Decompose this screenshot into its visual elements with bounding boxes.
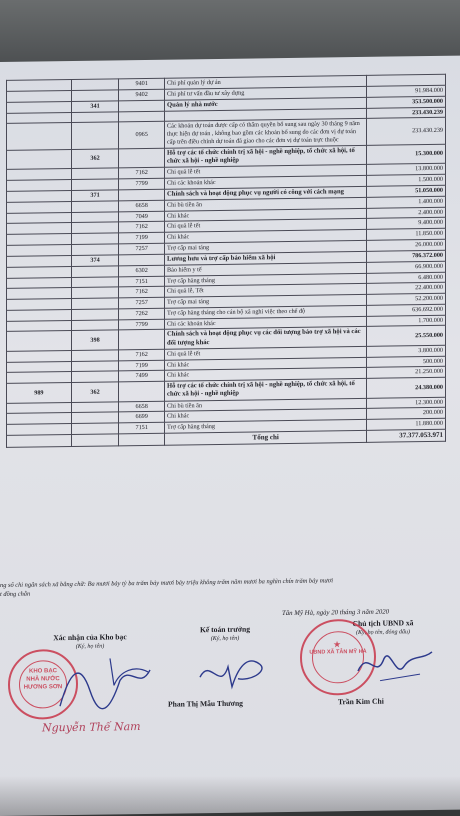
- cell-c4: Chi khác: [165, 208, 367, 222]
- cell-c4: Chi khác: [165, 230, 367, 244]
- cell-c2: 374: [71, 255, 119, 267]
- amount-in-words-line-1: ng số chi ngân sách xã bằng chữ: Ba mươi bảy tỷ ba trăm bảy mươi bảy triệu không trăm năm mươi ba nghìn chín trăm bảy mươi: [0, 577, 333, 589]
- cell-c2: [71, 90, 119, 101]
- cell-c4: Chi quà lễ tết: [165, 165, 367, 179]
- cell-c2: [71, 412, 119, 423]
- cell-c5: 26.000.000: [367, 239, 446, 251]
- cell-c5: 636.692.000: [367, 304, 446, 316]
- cell-c4: Chi các khoản khác: [165, 175, 367, 189]
- cell-c3: 7151: [119, 422, 165, 433]
- cell-c1: [7, 123, 72, 150]
- cell-c5: 22.400.000: [367, 283, 446, 295]
- cell-c2: [71, 122, 119, 149]
- cell-c3: 6302: [119, 265, 165, 276]
- cell-c5: 24.380.000: [367, 377, 446, 398]
- cell-c4: Trợ cấp mai táng: [165, 295, 367, 309]
- cell-c2: [71, 350, 119, 361]
- cell-c3: [119, 100, 165, 112]
- cell-c3: 7151: [119, 276, 165, 287]
- cell-c4: Bảo hiểm y tế: [165, 262, 367, 276]
- cell-c5: 1.400.000: [367, 196, 446, 208]
- treasury-name-handwritten: Nguyễn Thế Nam: [42, 720, 141, 735]
- cell-c4: Trợ cấp mai táng: [165, 240, 367, 254]
- cell-c3: [119, 111, 165, 122]
- cell-c5: 9.400.000: [367, 218, 446, 230]
- cell-c4: Trợ cấp hàng tháng: [165, 273, 367, 287]
- cell-c4: Chi khác: [165, 409, 367, 423]
- cell-c2: [71, 79, 119, 90]
- cell-c2: [71, 309, 119, 320]
- cell-c3: [119, 254, 165, 266]
- cell-c5: 6.480.000: [367, 272, 446, 284]
- cell-c3: 9402: [119, 89, 165, 100]
- cell-c3: 7049: [119, 211, 165, 222]
- accountant-name: Phan Thị Mẫu Thương: [168, 698, 243, 709]
- cell-c5: 500.000: [367, 356, 446, 368]
- cell-c4: Trợ cấp hàng tháng cho cán bộ xã nghỉ việc theo chế độ: [165, 305, 367, 319]
- cell-c3: 7799: [119, 178, 165, 189]
- accountant-title: Kế toán trưởng: [199, 624, 251, 635]
- cell-c3: [119, 381, 165, 401]
- cell-c4: Chi khác: [165, 357, 367, 371]
- cell-c3: 7499: [119, 371, 165, 382]
- cell-c4: Chi khác: [165, 368, 367, 382]
- cell-c2: [71, 168, 119, 179]
- cell-c3: 7162: [119, 349, 165, 360]
- cell-c3: 7199: [119, 360, 165, 371]
- cell-c2: 362: [71, 382, 119, 402]
- chairman-signature-scribble: [350, 640, 440, 691]
- cell-c5: 3.800.000: [367, 345, 446, 357]
- accountant-signature-block: [165, 624, 285, 643]
- cell-c5: 51.050.000: [367, 185, 446, 197]
- cell-c2: [71, 320, 119, 331]
- cell-c5: 233.430.239: [367, 118, 446, 145]
- cell-c2: 371: [71, 190, 119, 202]
- total-label: Tổng chi: [165, 430, 367, 445]
- cell-c2: [71, 233, 119, 244]
- cell-c4: Hỗ trợ các tổ chức chính trị xã hội - nghề nghiệp, tổ chức xã hội, tổ chức xã hội - nghề nghiệp: [165, 145, 367, 167]
- cell-c5: 66.900.000: [367, 261, 446, 273]
- cell-c1: [7, 149, 72, 169]
- cell-c2: 362: [71, 149, 119, 169]
- amount-in-words: [0, 576, 450, 600]
- cell-c3: [119, 148, 165, 168]
- cell-c2: [71, 201, 119, 212]
- cell-c4: Chi phí tư vấn đầu tư xây dựng: [165, 86, 367, 100]
- cell-c5: 11.850.000: [367, 228, 446, 240]
- treasury-subtitle: (Ký, họ tên): [75, 643, 105, 650]
- total-value: 37.377.053.971: [367, 429, 446, 442]
- cell-c3: 6658: [119, 200, 165, 211]
- cell-c5: 200.000: [367, 408, 446, 420]
- cell-c2: [71, 401, 119, 412]
- cell-c3: 7162: [119, 287, 165, 298]
- cell-c5: 1.700.000: [367, 315, 446, 327]
- cell-c3: 6658: [119, 401, 165, 412]
- cell-c5: 11.880.000: [367, 418, 446, 430]
- cell-c4: Hỗ trợ các tổ chức chính trị xã hội - nghề nghiệp, tổ chức xã hội, tổ chức xã hội - nghề nghiệp: [165, 379, 367, 401]
- cell-c5: 233.430.239: [367, 107, 446, 119]
- cell-c2: 398: [71, 330, 119, 350]
- cell-c5: 12.300.000: [367, 397, 446, 409]
- treasury-signature-scribble: [50, 650, 160, 722]
- cell-c3: 9401: [119, 78, 165, 89]
- cell-c2: [71, 179, 119, 190]
- cell-c5: 91.984.000: [367, 85, 446, 97]
- treasury-title: Xác nhận của Kho bạc: [53, 632, 127, 643]
- cell-c1: [7, 190, 72, 202]
- cell-c4: Chi phí quản lý dự án: [165, 75, 367, 89]
- cell-c5: 1.500.000: [367, 174, 446, 186]
- cell-c5: 25.550.000: [367, 326, 446, 347]
- cell-c2: [71, 266, 119, 277]
- cell-c4: Lương hưu và trợ cấp bảo hiểm xã hội: [165, 251, 367, 265]
- cell-c4: Trợ cấp hàng tháng: [165, 419, 367, 433]
- cell-c2: 341: [71, 100, 119, 112]
- cell-c4: Chi các khoản khác: [165, 316, 367, 330]
- cell-c2: [71, 298, 119, 309]
- cell-c3: 0965: [119, 122, 165, 149]
- cell-c4: Chi quà lễ tết: [165, 219, 367, 233]
- cell-c5: 52.200.000: [367, 293, 446, 305]
- cell-c4: Quản lý nhà nước: [165, 97, 367, 111]
- date-line: Tân Mỹ Hà, ngày 20 tháng 3 năm 2020: [282, 608, 390, 618]
- cell-c4: Các khoản dự toán được cấp có thẩm quyền bổ sung sau ngày 30 tháng 9 năm thực hiện dự toán , không bao gồm các khoản bổ sung do các đơn vị dự toán cấp trên điều chỉnh dự toán đã giao cho các đơn vị dự toán trực thuộc: [165, 119, 367, 148]
- cell-c2: [71, 244, 119, 255]
- chairman-name: Trần Kim Chi: [338, 696, 384, 707]
- document-page: [0, 56, 460, 816]
- cell-c1: 989: [7, 383, 72, 403]
- cell-c3: 7799: [119, 319, 165, 330]
- cell-c1: [7, 255, 72, 267]
- cell-c5: 15.300.000: [367, 144, 446, 165]
- cell-c2: [71, 212, 119, 223]
- cell-c5: 786.372.000: [367, 250, 446, 262]
- amount-in-words-line-2: t đồng chẵn: [0, 590, 31, 598]
- cell-c1: [7, 331, 72, 351]
- cell-c4: Chi quà lễ tết: [165, 346, 367, 360]
- cell-c4: Chi bù tiền ăn: [165, 398, 367, 412]
- cell-c4: Chi quà lễ, Tết: [165, 284, 367, 298]
- cell-c3: 7262: [119, 308, 165, 319]
- cell-c2: [71, 277, 119, 288]
- cell-c3: 7162: [119, 222, 165, 233]
- cell-c2: [71, 287, 119, 298]
- cell-c2: [71, 360, 119, 371]
- cell-c3: 6699: [119, 412, 165, 423]
- cell-c3: 7257: [119, 243, 165, 254]
- cell-c3: 7162: [119, 167, 165, 178]
- chairman-title: Chủ tịch UBND xã: [352, 618, 414, 629]
- chairman-subtitle: (Ký, họ tên, đóng dấu): [356, 629, 410, 637]
- cell-c2: [71, 222, 119, 233]
- cell-c1: [7, 101, 72, 113]
- cell-c5: 2.400.000: [367, 207, 446, 219]
- commune-stamp-text: UBND XÃ TÂN MỸ HÀ: [309, 648, 367, 656]
- treasury-stamp-text: KHO BẠC NHÀ NƯỚC HƯƠNG SƠN: [23, 668, 63, 691]
- cell-c5: 13.800.000: [367, 163, 446, 175]
- accountant-subtitle: (Ký, họ tên): [210, 635, 240, 643]
- cell-c3: [119, 330, 165, 350]
- cell-c2: [71, 112, 119, 123]
- star-icon: ★: [333, 639, 342, 650]
- cell-c5: 353.500.000: [367, 96, 446, 108]
- cell-c5: 21.250.000: [367, 367, 446, 379]
- cell-c2: [71, 371, 119, 382]
- cell-c4: Chính sách và hoạt động phục vụ các đối tượng bảo trợ xã hội và các đối tượng khác: [165, 327, 367, 349]
- cell-c3: 7257: [119, 297, 165, 308]
- cell-c3: [119, 189, 165, 201]
- accountant-signature-scribble: [190, 646, 280, 697]
- cell-c3: 7199: [119, 232, 165, 243]
- cell-c4: Chính sách và hoạt động phục vụ người có công với cách mạng: [165, 186, 367, 200]
- cell-c2: [71, 423, 119, 434]
- treasury-signature-block: [20, 632, 160, 651]
- budget-table: [6, 74, 446, 448]
- cell-c4: Chi bù tiền ăn: [165, 197, 367, 211]
